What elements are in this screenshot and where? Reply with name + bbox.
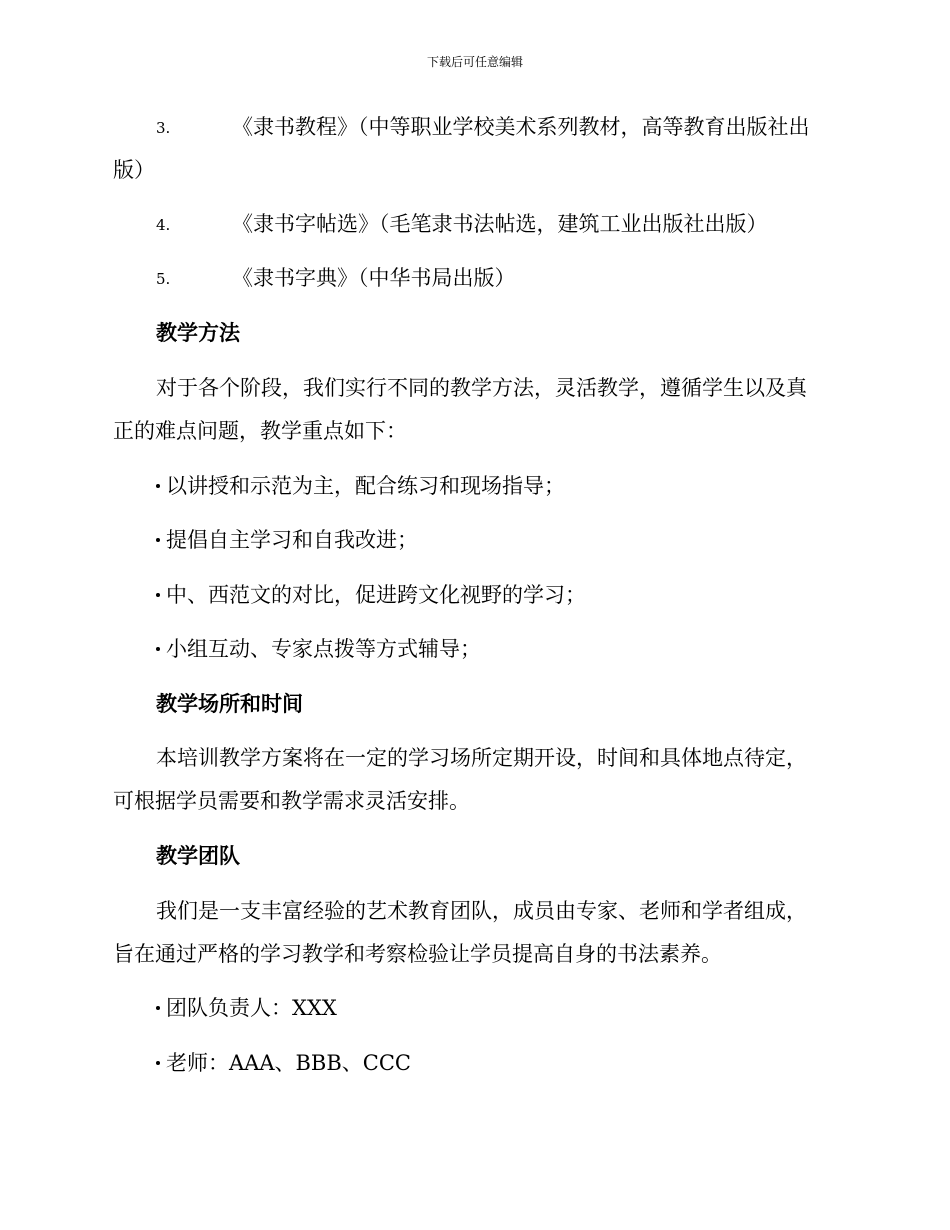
bullet-icon bbox=[156, 1061, 160, 1065]
book-number: 3. bbox=[156, 119, 171, 137]
bullet-icon bbox=[156, 484, 160, 488]
bullet-icon bbox=[156, 1006, 160, 1010]
methods-bullet bbox=[156, 580, 586, 610]
team-bullet bbox=[156, 1048, 411, 1078]
book-item: 《隶书教程》（中等职业学校美术系列教材，高等教育出版社出 bbox=[232, 115, 810, 139]
methods-bullet bbox=[156, 634, 481, 664]
methods-bullet bbox=[156, 525, 418, 555]
methods-bullet bbox=[156, 471, 565, 501]
team-paragraph-line: 我们是一支丰富经验的艺术教育团队，成员由专家、老师和学者组成， bbox=[156, 899, 807, 923]
book-number: 5. bbox=[156, 270, 171, 288]
bullet-text: 中、西范文的对比，促进跨文化视野的学习； bbox=[166, 583, 586, 607]
bullet-text: 团队负责人：XXX bbox=[166, 996, 337, 1020]
book-number: 4. bbox=[156, 216, 171, 234]
bullet-text: 以讲授和示范为主，配合练习和现场指导； bbox=[166, 474, 565, 498]
section-heading-team: 教学团队 bbox=[156, 844, 240, 868]
book-item: 《隶书字帖选》（毛笔隶书法帖选，建筑工业出版社出版） bbox=[232, 212, 768, 236]
venue-paragraph-line: 可根据学员需要和教学需求灵活安排。 bbox=[113, 789, 470, 813]
team-paragraph-line: 旨在通过严格的学习教学和考察检验让学员提高自身的书法素养。 bbox=[113, 942, 722, 966]
bullet-icon bbox=[156, 647, 160, 651]
section-heading-methods: 教学方法 bbox=[156, 321, 240, 345]
team-bullet bbox=[156, 993, 337, 1023]
venue-paragraph-line: 本培训教学方案将在一定的学习场所定期开设，时间和具体地点待定， bbox=[156, 746, 807, 770]
page-header: 下载后可任意编辑 bbox=[426, 55, 523, 69]
book-item-continuation: 版） bbox=[113, 158, 155, 182]
bullet-icon bbox=[156, 593, 160, 597]
book-item: 《隶书字典》（中华书局出版） bbox=[232, 266, 516, 290]
bullet-icon bbox=[156, 538, 160, 542]
bullet-text: 小组互动、专家点拨等方式辅导； bbox=[166, 637, 481, 661]
bullet-text: 老师：AAA、BBB、CCC bbox=[166, 1051, 411, 1075]
methods-paragraph-line: 对于各个阶段，我们实行不同的教学方法，灵活教学，遵循学生以及真 bbox=[156, 376, 807, 400]
section-heading-venue: 教学场所和时间 bbox=[156, 692, 303, 716]
bullet-text: 提倡自主学习和自我改进； bbox=[166, 528, 418, 552]
methods-paragraph-line: 正的难点问题，教学重点如下： bbox=[113, 419, 407, 443]
